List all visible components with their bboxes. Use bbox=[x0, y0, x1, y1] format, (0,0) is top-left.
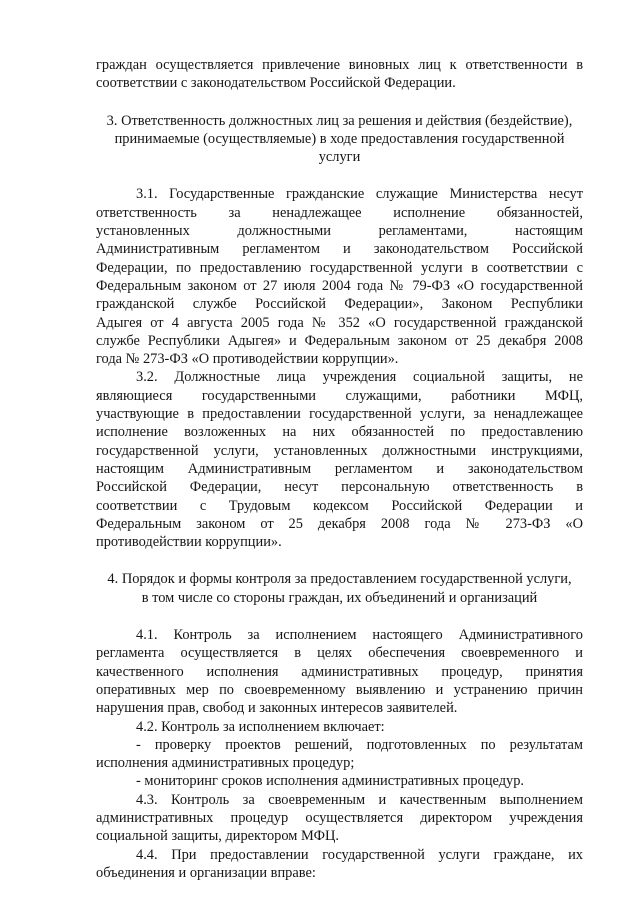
section-3-heading bbox=[96, 112, 583, 167]
text-line: 4.3. Контроль за своевременным и качественным выполнением bbox=[136, 791, 583, 808]
text-line: соответствии с Трудовым кодексом Российской Федерации и bbox=[96, 497, 583, 514]
text-line: 4.1. Контроль за исполнением настоящего Административного bbox=[136, 627, 583, 644]
text-line: административных процедур осуществляется директором учреждения bbox=[96, 809, 583, 826]
text-line: настоящим Административным регламентом и законодательством bbox=[96, 460, 583, 477]
section-4-heading bbox=[96, 570, 583, 607]
heading-line: принимаемые (осуществляемые) в ходе предоставления государственной bbox=[114, 130, 565, 147]
text-line: Федерации, по предоставлению государственной услуги в соответствии с bbox=[96, 259, 583, 276]
text-line: ответственность за ненадлежащее исполнение обязанностей, bbox=[96, 204, 583, 221]
heading-line: 4. Порядок и формы контроля за предоставлением государственной услуги, bbox=[107, 571, 572, 588]
text-line: оперативных мер по своевременному выявлению и устранению причин bbox=[96, 681, 583, 698]
text-line: противодействии коррупции». bbox=[96, 534, 282, 551]
text-line: установленных должностными регламентами, настоящим bbox=[96, 223, 583, 240]
heading-line: в том числе со стороны граждан, их объединений и организаций bbox=[141, 589, 538, 606]
paragraph-4-1 bbox=[96, 626, 583, 717]
text-line: социальной защиты, директором МФЦ. bbox=[96, 828, 339, 845]
text-line: 4.4. При предоставлении государственной услуги граждане, их bbox=[136, 846, 583, 863]
text-line: соответствии с законодательством Российской Федерации. bbox=[96, 75, 456, 92]
text-line: исполнения административных процедур; bbox=[96, 755, 355, 772]
text-line: 4.2. Контроль за исполнением включает: bbox=[136, 718, 385, 735]
text-line: 3.1. Государственные гражданские служащие Министерства несут bbox=[136, 186, 583, 203]
paragraph-3-2 bbox=[96, 368, 583, 551]
text-line: службе Республики Адыгея» и Федеральным законом от 25 декабря 2008 bbox=[96, 332, 583, 349]
list-item-4-2-a bbox=[96, 736, 583, 773]
heading-line: услуги bbox=[318, 149, 361, 166]
text-line: объединения и организации вправе: bbox=[96, 864, 316, 881]
text-line: Федеральным законом от 25 декабря 2008 года № 273-ФЗ «О bbox=[96, 515, 583, 532]
text-line: Российской Федерации, несут персональную ответственность в bbox=[96, 479, 583, 496]
text-line: Административным регламентом и законодательством Российской bbox=[96, 241, 583, 258]
text-line: Адыгея от 4 августа 2005 года № 352 «О государственной гражданской bbox=[96, 314, 583, 331]
intro-paragraph bbox=[96, 56, 583, 93]
list-item-4-2-b bbox=[96, 772, 583, 790]
text-line: качественного исполнения административных процедур, принятия bbox=[96, 663, 583, 680]
text-line: являющиеся государственными служащими, работники МФЦ, bbox=[96, 387, 583, 404]
text-line: граждан осуществляется привлечение виновных лиц к ответственности в bbox=[96, 57, 583, 73]
document-body bbox=[96, 56, 583, 882]
text-line: 3.2. Должностные лица учреждения социальной защиты, не bbox=[136, 369, 583, 386]
text-line: - проверку проектов решений, подготовленных по результатам bbox=[136, 736, 583, 753]
paragraph-4-4 bbox=[96, 846, 583, 883]
paragraph-4-3 bbox=[96, 791, 583, 846]
text-line: регламента осуществляется в целях обеспечения своевременного и bbox=[96, 645, 583, 662]
paragraph-4-2 bbox=[96, 718, 583, 736]
text-line: - мониторинг сроков исполнения административных процедур. bbox=[136, 773, 525, 790]
text-line: гражданской службе Российской Федерации», Законом Республики bbox=[96, 296, 583, 313]
paragraph-3-1 bbox=[96, 185, 583, 368]
text-line: года № 273-ФЗ «О противодействии коррупции». bbox=[96, 351, 399, 368]
text-line: участвующие в предоставлении государственной услуги, за ненадлежащее bbox=[96, 406, 583, 423]
text-line: государственной услуги, установленных должностными инструкциями, bbox=[96, 442, 583, 459]
text-line: исполнение возложенных на них обязанностей по предоставлению bbox=[96, 424, 583, 441]
heading-line: 3. Ответственность должностных лиц за решения и действия (бездействие), bbox=[106, 112, 573, 129]
text-line: Федеральным законом от 27 июля 2004 года № 79-ФЗ «О государственной bbox=[96, 277, 583, 294]
text-line: нарушения прав, свобод и законных интересов заявителей. bbox=[96, 700, 458, 717]
